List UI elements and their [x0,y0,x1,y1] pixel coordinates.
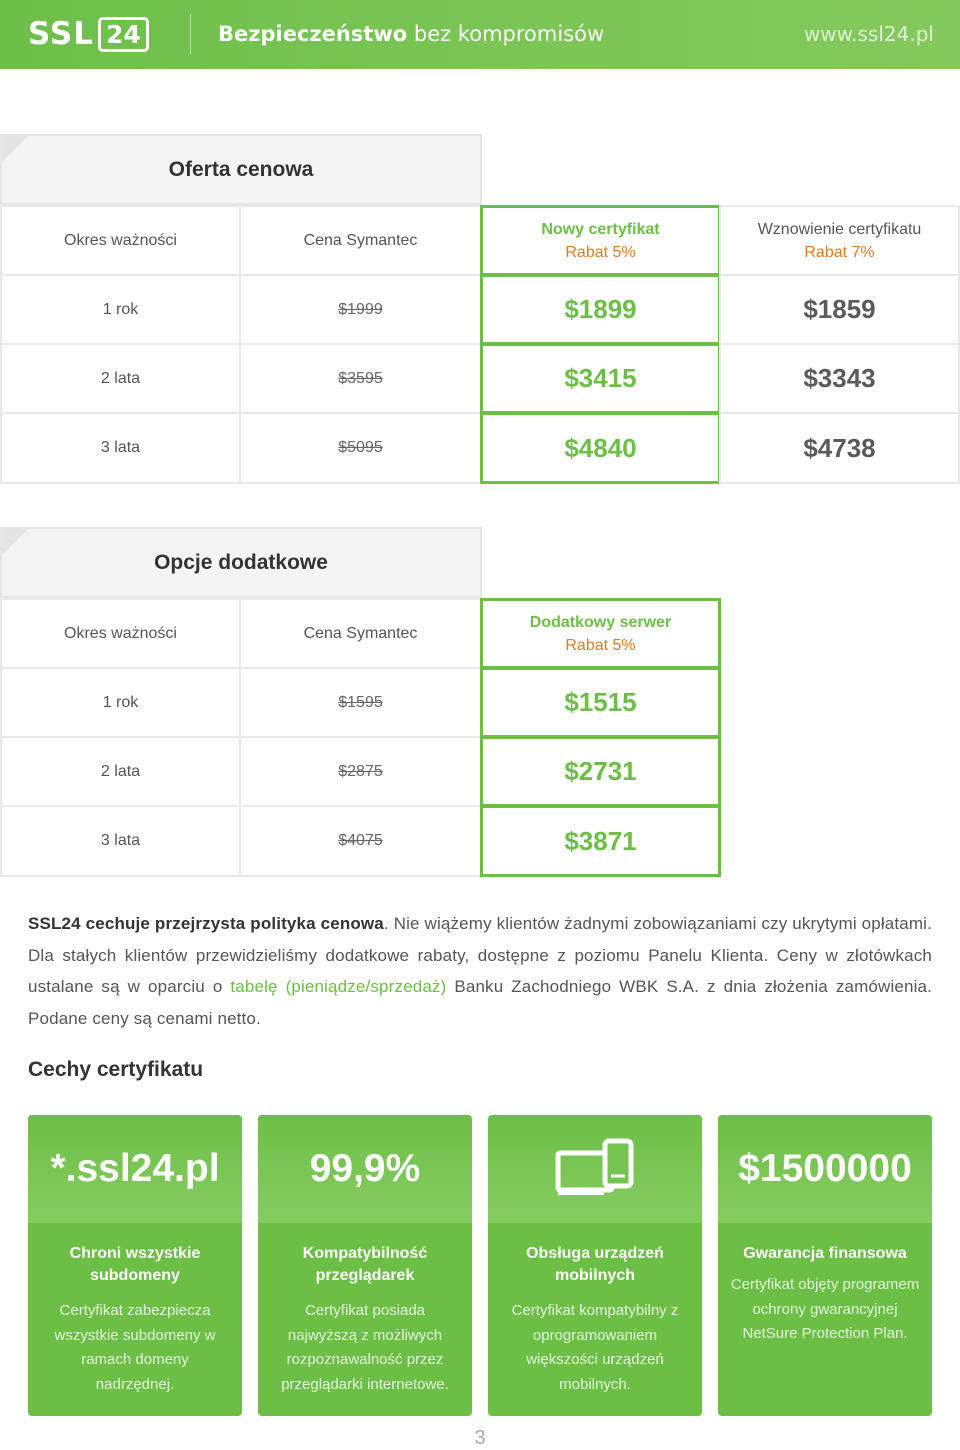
feature-card-warranty [718,1115,932,1416]
page-number: 3 [474,1427,486,1449]
feature-title: Chroni wszystkie subdomeny [69,1245,201,1284]
table-row [0,412,241,484]
options-symantec-price: $2875 [338,762,383,780]
offer-renew-price: $4738 [803,432,876,463]
options-header-symantec [239,598,482,669]
options-header-period [0,598,241,669]
offer-symantec-price: $5095 [338,439,383,456]
options-symantec-price: $4075 [338,832,383,849]
offer-header-renew-discount: Rabat 7% [804,243,875,261]
policy-text-1: . Nie wiążemy klientów żadnymi zobowiązaniami czy ukrytymi opłatami. Dla stałych klientów przewidzieliśmy dodatkowe rabaty, dostępne z poziomu Panelu Klienta. Ceny w złotówkach ustalane są w oparciu o [28,914,932,996]
options-header-server [480,598,721,669]
offer-header-new-label: Nowy certyfikat [541,220,660,238]
table-cell [480,805,721,877]
ssl24-logo[interactable] [28,14,149,54]
options-table-title [0,527,482,598]
table-cell [480,343,721,414]
offer-header-new-discount: Rabat 5% [565,243,636,261]
feature-title: Obsługa urządzeń mobilnych [526,1245,664,1284]
table-cell [719,343,960,414]
options-period: 3 lata [100,832,141,849]
offer-period: 3 lata [100,439,141,456]
policy-bold: SSL24 cechuje przejrzysta polityka cenowa [28,914,384,933]
options-header-symantec-label: Cena Symantec [303,624,418,642]
feature-title: Gwarancja finansowa [743,1245,907,1262]
options-header-period-label: Okres ważności [64,624,177,642]
table-row [0,274,241,345]
table-cell [239,274,482,345]
feature-title: Kompatybilność przeglądarek [302,1245,428,1284]
tagline-bold: Bezpieczeństwo [218,22,408,46]
offer-header-symantec-label: Cena Symantec [303,231,418,249]
table-row [0,736,241,807]
page-header [0,0,960,69]
options-header-server-label: Dodatkowy serwer [529,613,672,631]
feature-text: Certyfikat zabezpiecza wszystkie subdomeny w ramach domeny nadrzędnej. [54,1302,216,1393]
offer-new-price: $4840 [564,432,637,463]
options-header-server-discount: Rabat 5% [565,636,636,654]
header-tagline [218,22,604,46]
offer-renew-price: $3343 [803,363,876,393]
table-cell [239,412,482,484]
offer-header-renew [719,205,960,276]
feature-big-text: $1500000 [738,1147,912,1190]
table-cell [239,667,482,738]
feature-card-header [488,1115,702,1223]
feature-card-header [28,1115,242,1223]
feature-card-header [718,1115,932,1223]
feature-text: Certyfikat kompatybilny z oprogramowaniem większości urządzeń mobilnych. [511,1302,679,1393]
feature-card-mobile [488,1115,702,1416]
options-server-price: $1515 [564,687,637,717]
logo-ssl-text: SSL [28,16,95,52]
feature-text: Certyfikat posiada najwyższą z możliwych rozpoznawalność przez przeglądarki internetowe. [281,1302,449,1393]
offer-header-renew-label: Wznowienie certyfikatu [757,220,922,238]
feature-text: Certyfikat objęty programem ochrony gwarancyjnej NetSure Protection Plan. [730,1276,920,1342]
options-period: 2 lata [100,762,141,780]
table-row [0,667,241,738]
table-cell [239,343,482,414]
options-server-price: $2731 [564,756,637,786]
table-cell [480,412,721,484]
header-divider [190,14,191,54]
table-row [0,805,241,877]
table-cell [480,274,721,345]
table-cell [480,736,721,807]
table-row [0,343,241,414]
options-title-text: Opcje dodatkowe [154,550,328,574]
feature-big-text: 99,9% [309,1147,421,1190]
site-url-link[interactable]: www.ssl24.pl [803,22,934,46]
offer-header-symantec [239,205,482,276]
features-heading: Cechy certyfikatu [28,1058,204,1081]
feature-card-subdomains [28,1115,242,1416]
tagline-rest: bez kompromisów [407,22,605,46]
feature-big-text: *.ssl24.pl [50,1147,220,1190]
offer-new-price: $3415 [564,363,637,393]
devices-icon [555,1138,635,1200]
offer-title-text: Oferta cenowa [168,157,314,181]
table-cell [239,805,482,877]
offer-header-period [0,205,241,276]
options-server-price: $3871 [564,825,637,856]
offer-header-new [480,205,721,276]
table-cell [239,736,482,807]
offer-header-period-label: Okres ważności [64,231,177,249]
offer-table-title [0,134,482,205]
offer-period: 1 rok [102,300,139,318]
options-period: 1 rok [102,693,139,711]
offer-period: 2 lata [100,369,141,387]
table-cell [480,667,721,738]
logo-number-box: 24 [98,17,149,52]
exchange-table-link[interactable]: tabelę (pieniądze/sprzedaż) [230,977,447,996]
feature-card-header [258,1115,472,1223]
offer-symantec-price: $3595 [338,369,383,387]
offer-symantec-price: $1999 [338,300,383,318]
offer-renew-price: $1859 [803,294,876,324]
feature-card-browsers [258,1115,472,1416]
table-cell [719,274,960,345]
options-symantec-price: $1595 [338,693,383,711]
table-cell [719,412,960,484]
policy-text-2: Banku Zachodniego WBK S.A. z dnia złożenia zamówienia. Podane ceny są cenami netto. [28,977,932,1028]
pricing-policy-paragraph [28,908,932,1034]
offer-new-price: $1899 [564,294,637,324]
